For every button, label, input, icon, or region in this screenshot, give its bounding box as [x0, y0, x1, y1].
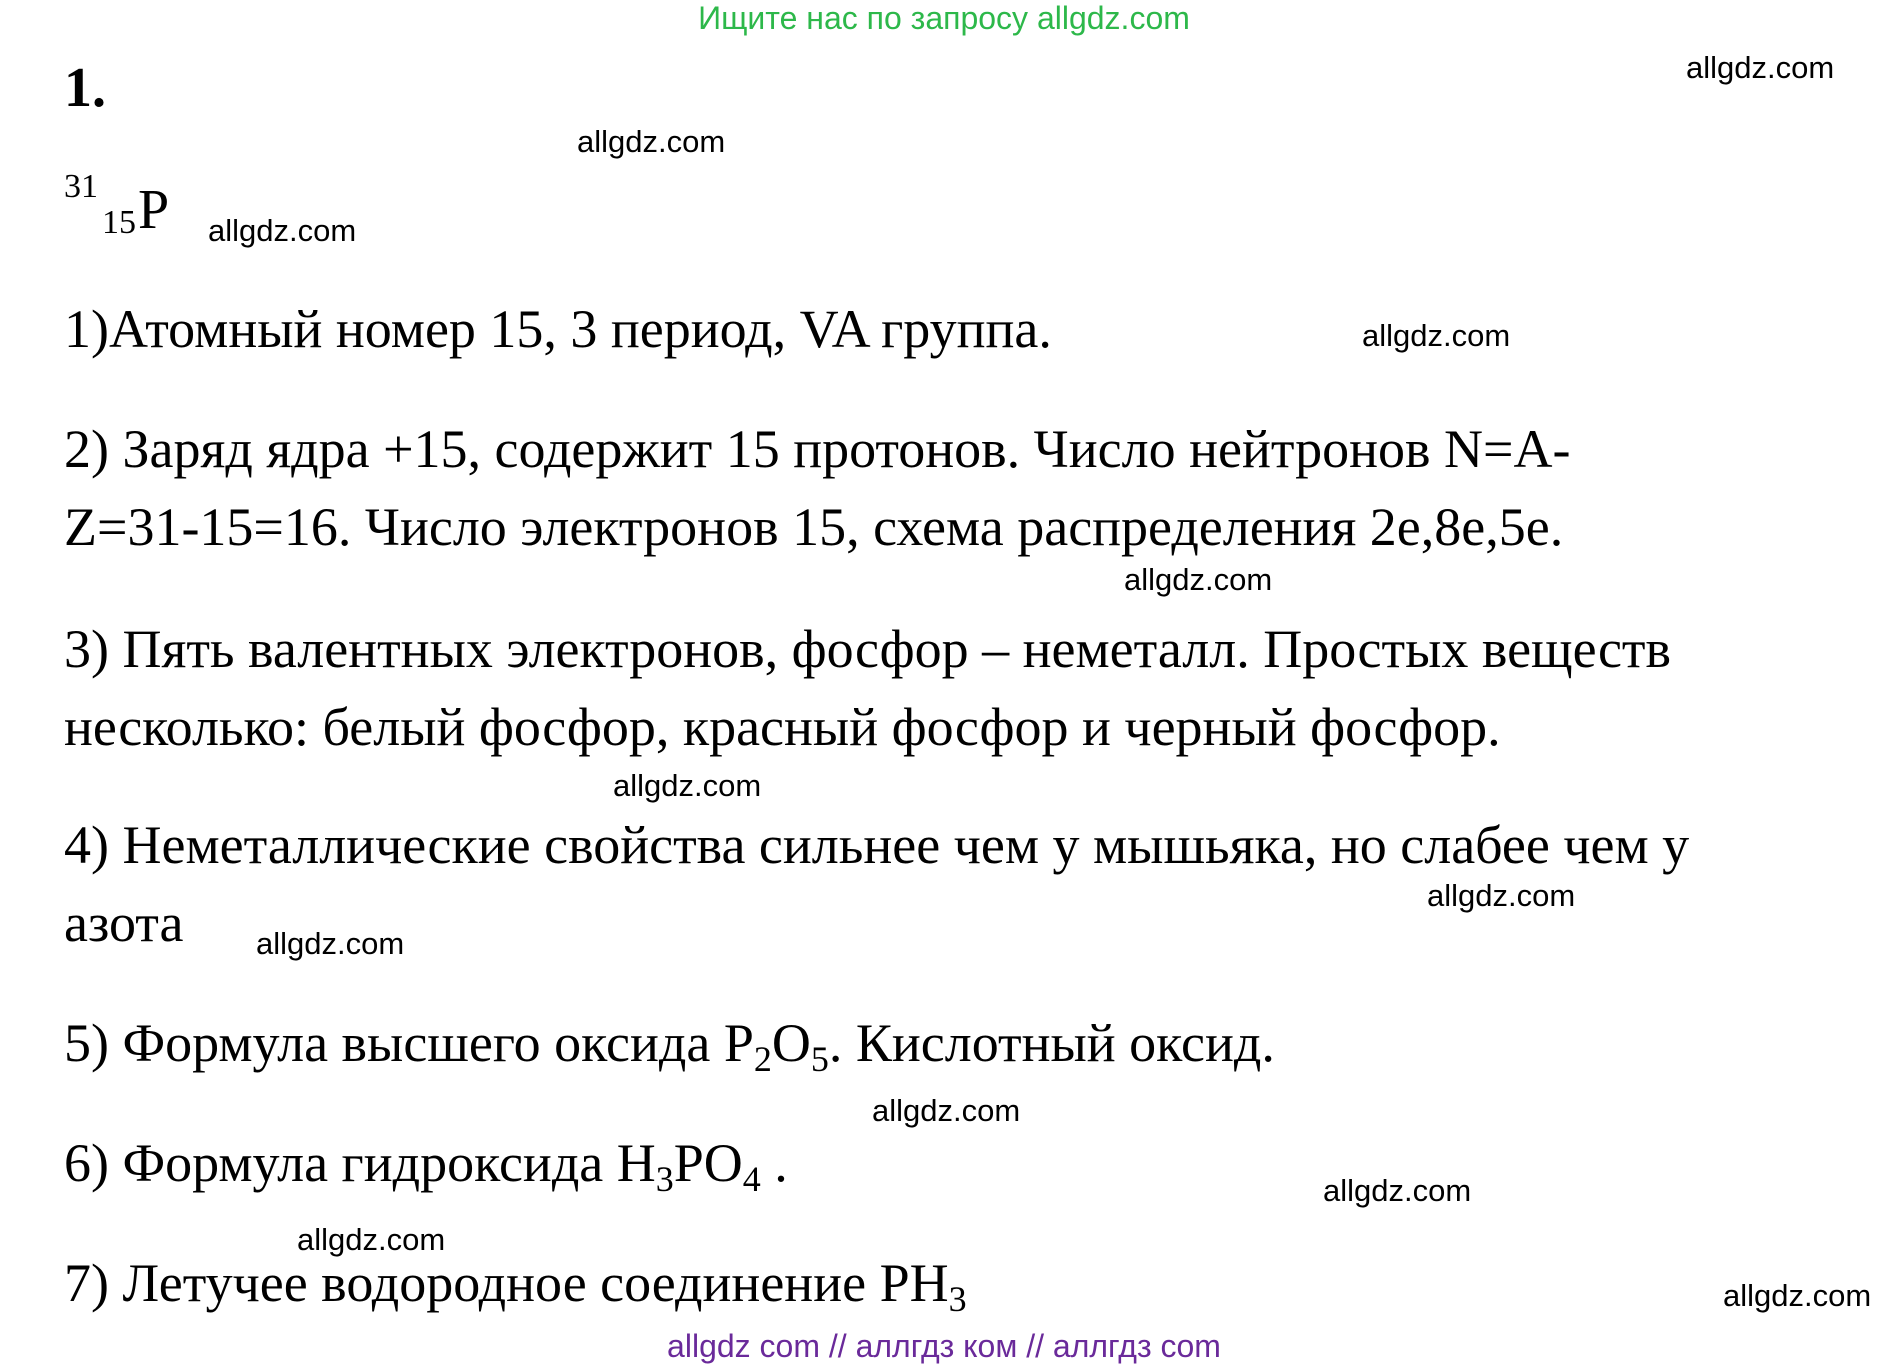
item-5-subscript: 2	[753, 1039, 772, 1079]
item-6-subscript: 4	[742, 1159, 761, 1199]
watermark: allgdz.com	[1362, 318, 1511, 353]
watermark: allgdz.com	[1124, 562, 1273, 597]
bottom-banner[interactable]: allgdz com // аллгдз ком // аллгдз com	[667, 1328, 1221, 1364]
isotope-symbol: P	[138, 179, 170, 241]
item-4-line-2: азота	[64, 893, 184, 953]
item-5-text: O	[771, 1013, 811, 1073]
top-banner[interactable]: Ищите нас по запросу allgdz.com	[698, 0, 1190, 36]
item-7-text: 7) Летучее водородное соединение PH	[64, 1253, 949, 1313]
watermark: allgdz.com	[297, 1222, 446, 1257]
item-6	[64, 1124, 788, 1218]
item-5	[64, 1004, 1275, 1098]
isotope-mass-number: 31	[64, 168, 98, 205]
item-6-text: .	[760, 1133, 788, 1193]
item-7	[64, 1244, 967, 1338]
task-number: 1.	[64, 57, 106, 119]
item-6-text: PO	[673, 1133, 743, 1193]
item-5-text: 5) Формула высшего оксида P	[64, 1013, 754, 1073]
isotope-atomic-number: 15	[102, 204, 136, 241]
item-5-text: . Кислотный оксид.	[828, 1013, 1275, 1073]
item-2-line-1: 2) Заряд ядра +15, содержит 15 протонов. Число нейтронов N=A-	[64, 419, 1571, 479]
watermark: allgdz.com	[208, 213, 357, 248]
item-2-line-2: Z=31-15=16. Число электронов 15, схема распределения 2e,8e,5e.	[64, 497, 1564, 557]
watermark: allgdz.com	[577, 124, 726, 159]
item-3-line-1: 3) Пять валентных электронов, фосфор – неметалл. Простых веществ	[64, 619, 1672, 679]
watermark: allgdz.com	[1686, 50, 1835, 85]
item-7-subscript: 3	[948, 1279, 967, 1319]
item-4-line-1: 4) Неметаллические свойства сильнее чем у мышьяка, но слабее чем у	[64, 815, 1690, 875]
item-6-text: 6) Формула гидроксида H	[64, 1133, 656, 1193]
watermark: allgdz.com	[1723, 1278, 1872, 1313]
watermark: allgdz.com	[1323, 1173, 1472, 1208]
watermark: allgdz.com	[872, 1093, 1021, 1128]
watermark: allgdz.com	[613, 768, 762, 803]
item-6-subscript: 3	[655, 1159, 674, 1199]
watermark: allgdz.com	[1427, 878, 1576, 913]
item-1: 1)Атомный номер 15, 3 период, VA группа.	[64, 299, 1052, 359]
watermark: allgdz.com	[256, 926, 405, 961]
item-3-line-2: несколько: белый фосфор, красный фосфор и черный фосфор.	[64, 697, 1501, 757]
item-5-subscript: 5	[810, 1039, 829, 1079]
